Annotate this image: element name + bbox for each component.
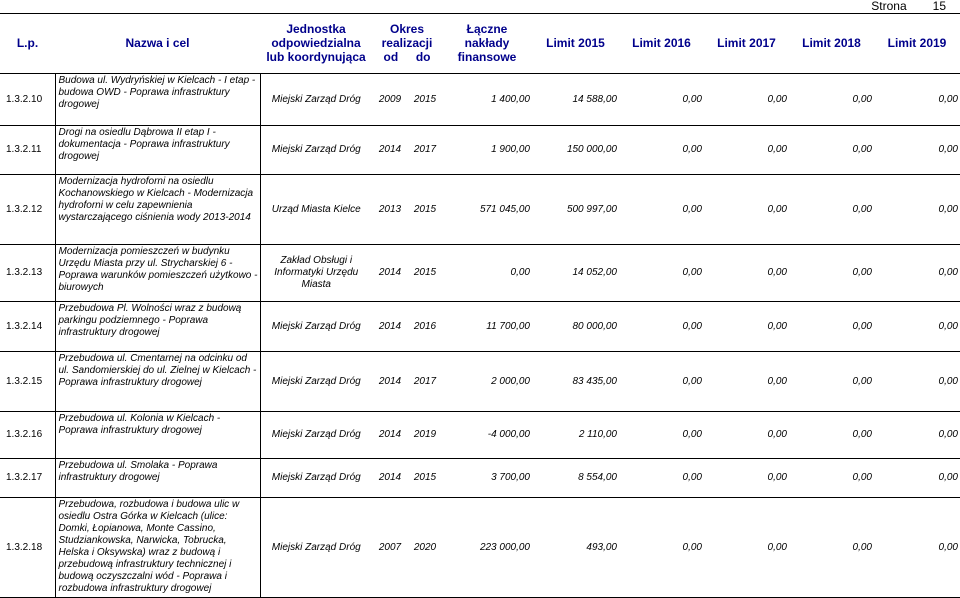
page-number: 15 (932, 0, 946, 13)
row-total: 223 000,00 (442, 498, 532, 598)
table-row (0, 459, 960, 498)
row-limit-2017: 0,00 (704, 302, 789, 352)
row-lp: 1.3.2.17 (0, 459, 55, 498)
row-limit-2016: 0,00 (619, 126, 704, 175)
row-unit: Miejski Zarząd Dróg (260, 126, 372, 175)
table-row (0, 126, 960, 175)
row-lp: 1.3.2.14 (0, 302, 55, 352)
row-total: 3 700,00 (442, 459, 532, 498)
table-row (0, 245, 960, 302)
row-limit-2019: 0,00 (874, 175, 960, 245)
row-limit-2015: 8 554,00 (532, 459, 619, 498)
row-total: 2 000,00 (442, 352, 532, 412)
row-lp: 1.3.2.18 (0, 498, 55, 598)
row-from: 2009 (372, 74, 408, 126)
table-row (0, 412, 960, 459)
row-total: 571 045,00 (442, 175, 532, 245)
row-limit-2019: 0,00 (874, 74, 960, 126)
row-limit-2015: 150 000,00 (532, 126, 619, 175)
table-row (0, 175, 960, 245)
row-limit-2016: 0,00 (619, 412, 704, 459)
row-lp: 1.3.2.12 (0, 175, 55, 245)
from-label: od (383, 50, 399, 64)
row-limit-2018: 0,00 (789, 74, 874, 126)
row-total: 1 900,00 (442, 126, 532, 175)
row-name: Przebudowa Pl. Wolności wraz z budową parkingu podziemnego - Poprawa infrastruktury drogowej (55, 302, 260, 352)
row-limit-2018: 0,00 (789, 126, 874, 175)
row-unit: Miejski Zarząd Dróg (260, 352, 372, 412)
row-limit-2016: 0,00 (619, 245, 704, 302)
row-limit-2016: 0,00 (619, 74, 704, 126)
row-to: 2020 (408, 498, 442, 598)
col-limit-2015-header: Limit 2015 (532, 13, 619, 74)
row-total: 11 700,00 (442, 302, 532, 352)
row-name: Przebudowa ul. Kolonia w Kielcach - Poprawa infrastruktury drogowej (55, 412, 260, 459)
row-limit-2017: 0,00 (704, 498, 789, 598)
row-limit-2015: 80 000,00 (532, 302, 619, 352)
row-to: 2017 (408, 126, 442, 175)
row-unit: Miejski Zarząd Dróg (260, 74, 372, 126)
row-unit: Miejski Zarząd Dróg (260, 498, 372, 598)
col-limit-2018-header: Limit 2018 (789, 13, 874, 74)
row-limit-2019: 0,00 (874, 459, 960, 498)
col-lp-header: L.p. (0, 13, 55, 74)
row-to: 2015 (408, 175, 442, 245)
row-name: Przebudowa ul. Smolaka - Poprawa infrastruktury drogowej (55, 459, 260, 498)
row-limit-2018: 0,00 (789, 352, 874, 412)
row-limit-2016: 0,00 (619, 302, 704, 352)
to-label: do (415, 50, 431, 64)
row-limit-2017: 0,00 (704, 245, 789, 302)
period-label: Okres realizacji (381, 22, 433, 50)
row-total: 0,00 (442, 245, 532, 302)
row-unit: Miejski Zarząd Dróg (260, 302, 372, 352)
page-label: Strona (871, 0, 907, 13)
row-total: -4 000,00 (442, 412, 532, 459)
row-name: Przebudowa ul. Cmentarnej na odcinku od ul. Sandomierskiej do ul. Zielnej w Kielcach - Poprawa infrastruktury drogowej (55, 352, 260, 412)
row-name: Przebudowa, rozbudowa i budowa ulic w osiedlu Ostra Górka w Kielcach (ulice: Domki, Łopianowa, Monte Cassino, Studziankowska, Narwicka, Tobrucka, Helska i Oksywska) wraz z budową i przebudową infrastruktury technicznej i budową oczyszczalni wód - Poprawa i rozbudowa infrastruktury drogowej (55, 498, 260, 598)
row-lp: 1.3.2.15 (0, 352, 55, 412)
row-to: 2015 (408, 74, 442, 126)
row-name: Budowa ul. Wydryńskiej w Kielcach - I etap - budowa OWD - Poprawa infrastruktury drogowej (55, 74, 260, 126)
row-name: Modernizacja hydroforni na osiedlu Kochanowskiego w Kielcach - Modernizacja hydroforni w celu zapewnienia wystarczającego ciśnienia wody 2013-2014 (55, 175, 260, 245)
row-from: 2014 (372, 302, 408, 352)
row-limit-2017: 0,00 (704, 175, 789, 245)
row-limit-2016: 0,00 (619, 498, 704, 598)
row-limit-2017: 0,00 (704, 74, 789, 126)
row-from: 2014 (372, 412, 408, 459)
row-to: 2015 (408, 245, 442, 302)
row-to: 2017 (408, 352, 442, 412)
row-limit-2018: 0,00 (789, 498, 874, 598)
row-from: 2014 (372, 126, 408, 175)
row-unit: Urząd Miasta Kielce (260, 175, 372, 245)
row-limit-2019: 0,00 (874, 352, 960, 412)
row-from: 2014 (372, 459, 408, 498)
table-row (0, 302, 960, 352)
row-to: 2016 (408, 302, 442, 352)
budget-table (0, 13, 960, 598)
row-unit: Miejski Zarząd Dróg (260, 412, 372, 459)
col-limit-2016-header: Limit 2016 (619, 13, 704, 74)
row-limit-2018: 0,00 (789, 302, 874, 352)
row-limit-2018: 0,00 (789, 412, 874, 459)
row-lp: 1.3.2.11 (0, 126, 55, 175)
col-total-header: Łączne nakłady finansowe (442, 13, 532, 74)
row-limit-2017: 0,00 (704, 412, 789, 459)
row-name: Drogi na osiedlu Dąbrowa II etap I - dokumentacja - Poprawa infrastruktury drogowej (55, 126, 260, 175)
row-limit-2015: 500 997,00 (532, 175, 619, 245)
col-name-header: Nazwa i cel (55, 13, 260, 74)
col-unit-header: Jednostka odpowiedzialna lub koordynująca (260, 13, 372, 74)
row-limit-2015: 14 052,00 (532, 245, 619, 302)
row-name: Modernizacja pomieszczeń w budynku Urzędu Miasta przy ul. Strycharskiej 6 - Poprawa warunków pomieszczeń użytkowo - biurowych (55, 245, 260, 302)
table-row (0, 352, 960, 412)
row-limit-2015: 14 588,00 (532, 74, 619, 126)
row-to: 2015 (408, 459, 442, 498)
row-from: 2014 (372, 352, 408, 412)
row-limit-2019: 0,00 (874, 245, 960, 302)
row-from: 2014 (372, 245, 408, 302)
row-limit-2017: 0,00 (704, 352, 789, 412)
row-total: 1 400,00 (442, 74, 532, 126)
row-limit-2019: 0,00 (874, 126, 960, 175)
row-lp: 1.3.2.16 (0, 412, 55, 459)
row-limit-2016: 0,00 (619, 459, 704, 498)
row-limit-2015: 493,00 (532, 498, 619, 598)
row-unit: Zakład Obsługi i Informatyki Urzędu Miasta (260, 245, 372, 302)
row-limit-2017: 0,00 (704, 459, 789, 498)
row-from: 2007 (372, 498, 408, 598)
col-limit-2019-header: Limit 2019 (874, 13, 960, 74)
row-to: 2019 (408, 412, 442, 459)
row-limit-2015: 2 110,00 (532, 412, 619, 459)
row-limit-2018: 0,00 (789, 175, 874, 245)
row-from: 2013 (372, 175, 408, 245)
row-lp: 1.3.2.13 (0, 245, 55, 302)
row-limit-2015: 83 435,00 (532, 352, 619, 412)
row-limit-2019: 0,00 (874, 302, 960, 352)
row-limit-2016: 0,00 (619, 175, 704, 245)
row-limit-2016: 0,00 (619, 352, 704, 412)
row-limit-2018: 0,00 (789, 459, 874, 498)
row-lp: 1.3.2.10 (0, 74, 55, 126)
col-period-header (372, 13, 442, 74)
table-row (0, 498, 960, 598)
header-row (0, 13, 960, 74)
row-limit-2017: 0,00 (704, 126, 789, 175)
col-limit-2017-header: Limit 2017 (704, 13, 789, 74)
row-limit-2019: 0,00 (874, 412, 960, 459)
row-limit-2019: 0,00 (874, 498, 960, 598)
row-limit-2018: 0,00 (789, 245, 874, 302)
row-unit: Miejski Zarząd Dróg (260, 459, 372, 498)
table-row (0, 74, 960, 126)
